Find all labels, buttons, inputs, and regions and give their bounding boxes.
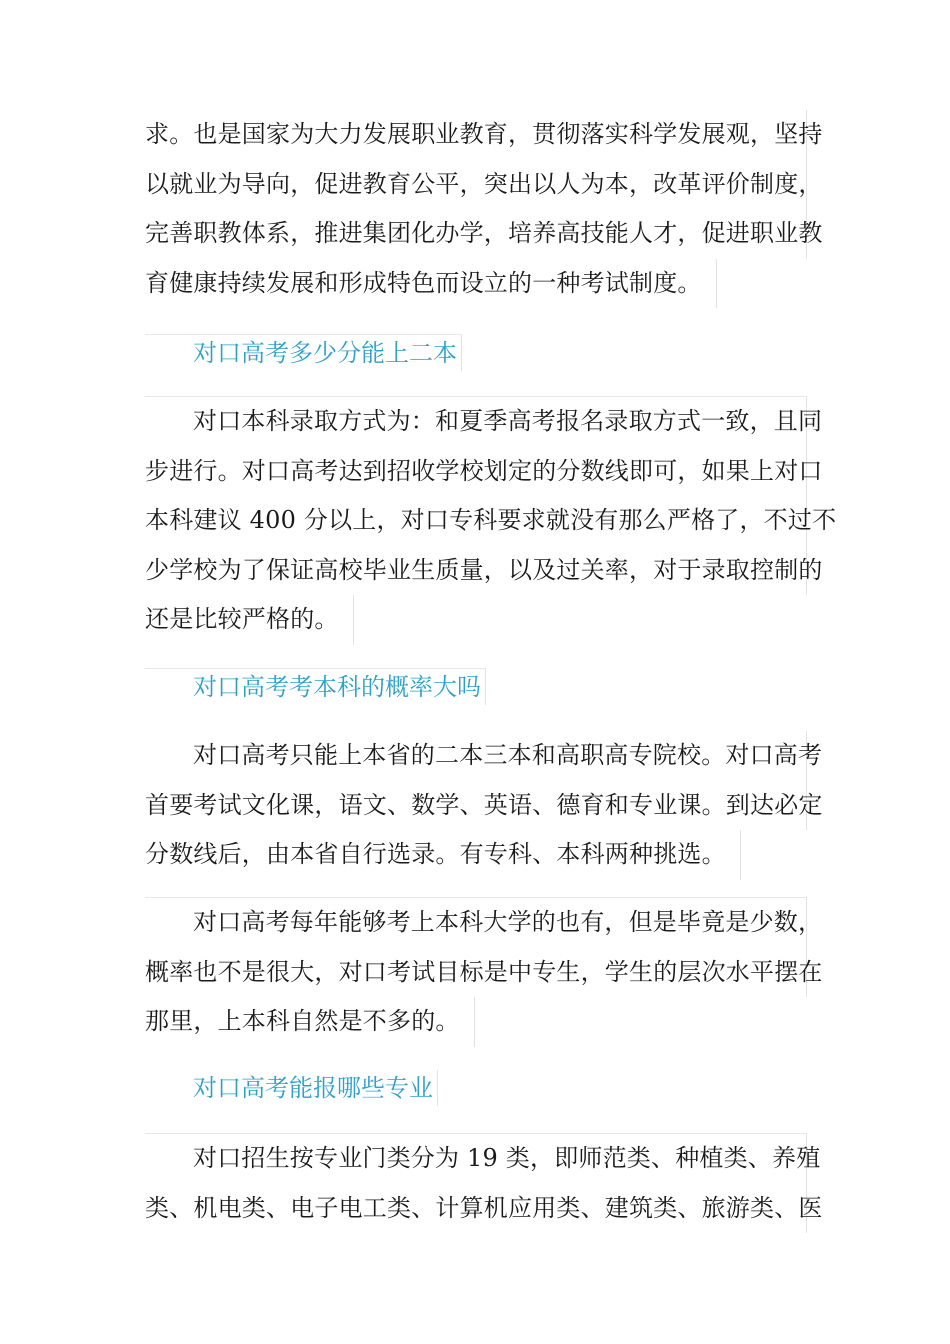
section-heading-text: 对口高考能报哪些专业: [145, 1070, 438, 1106]
paragraph-line: 分数线后，由本省自行选录。有专科、本科两种挑选。: [145, 830, 741, 880]
paragraph-line: 对口高考只能上本省的二本三本和高职高专院校。对口高考: [145, 731, 807, 781]
paragraph-line: 本科建议 400 分以上，对口专科要求就没有那么严格了，不过不: [145, 496, 807, 546]
paragraph-intro-continuation: [145, 110, 823, 308]
paragraph-line: 少学校为了保证高校毕业生质量，以及过关率，对于录取控制的: [145, 546, 807, 596]
paragraph-line: 还是比较严格的。: [145, 595, 354, 645]
paragraph-line: 概率也不是很大，对口考试目标是中专生，学生的层次水平摆在: [145, 948, 807, 998]
section-heading-text: 对口高考考本科的概率大吗: [145, 668, 486, 705]
section-heading: [145, 1070, 438, 1106]
paragraph-majors: [145, 1133, 823, 1233]
paragraph-line: 首要考试文化课，语文、数学、英语、德育和专业课。到达必定: [145, 781, 807, 831]
paragraph-line: 对口招生按专业门类分为 19 类，即师范类、种植类、养殖: [145, 1133, 807, 1184]
paragraph-line: 对口高考每年能够考上本科大学的也有，但是毕竟是少数，: [145, 897, 807, 948]
section-heading: [145, 334, 462, 371]
paragraph-line: 类、机电类、电子电工类、计算机应用类、建筑类、旅游类、医: [145, 1184, 807, 1234]
section-heading: [145, 668, 486, 705]
paragraph-line: 那里，上本科自然是不多的。: [145, 997, 475, 1047]
paragraph-line: 完善职教体系，推进集团化办学，培养高技能人才，促进职业教: [145, 209, 807, 259]
paragraph-line: 求。也是国家为大力发展职业教育，贯彻落实科学发展观，坚持: [145, 110, 807, 160]
paragraph-probability: [145, 897, 823, 1047]
paragraph-line: 以就业为导向，促进教育公平，突出以人为本，改革评价制度，: [145, 160, 807, 210]
paragraph-line: 育健康持续发展和形成特色而设立的一种考试制度。: [145, 259, 717, 309]
paragraph-schools: [145, 731, 823, 880]
paragraph-line: 步进行。对口高考达到招收学校划定的分数线即可，如果上对口: [145, 447, 807, 497]
section-heading-text: 对口高考多少分能上二本: [145, 334, 462, 371]
paragraph-admission-method: [145, 396, 837, 645]
paragraph-line: 对口本科录取方式为：和夏季高考报名录取方式一致，且同: [145, 396, 807, 447]
